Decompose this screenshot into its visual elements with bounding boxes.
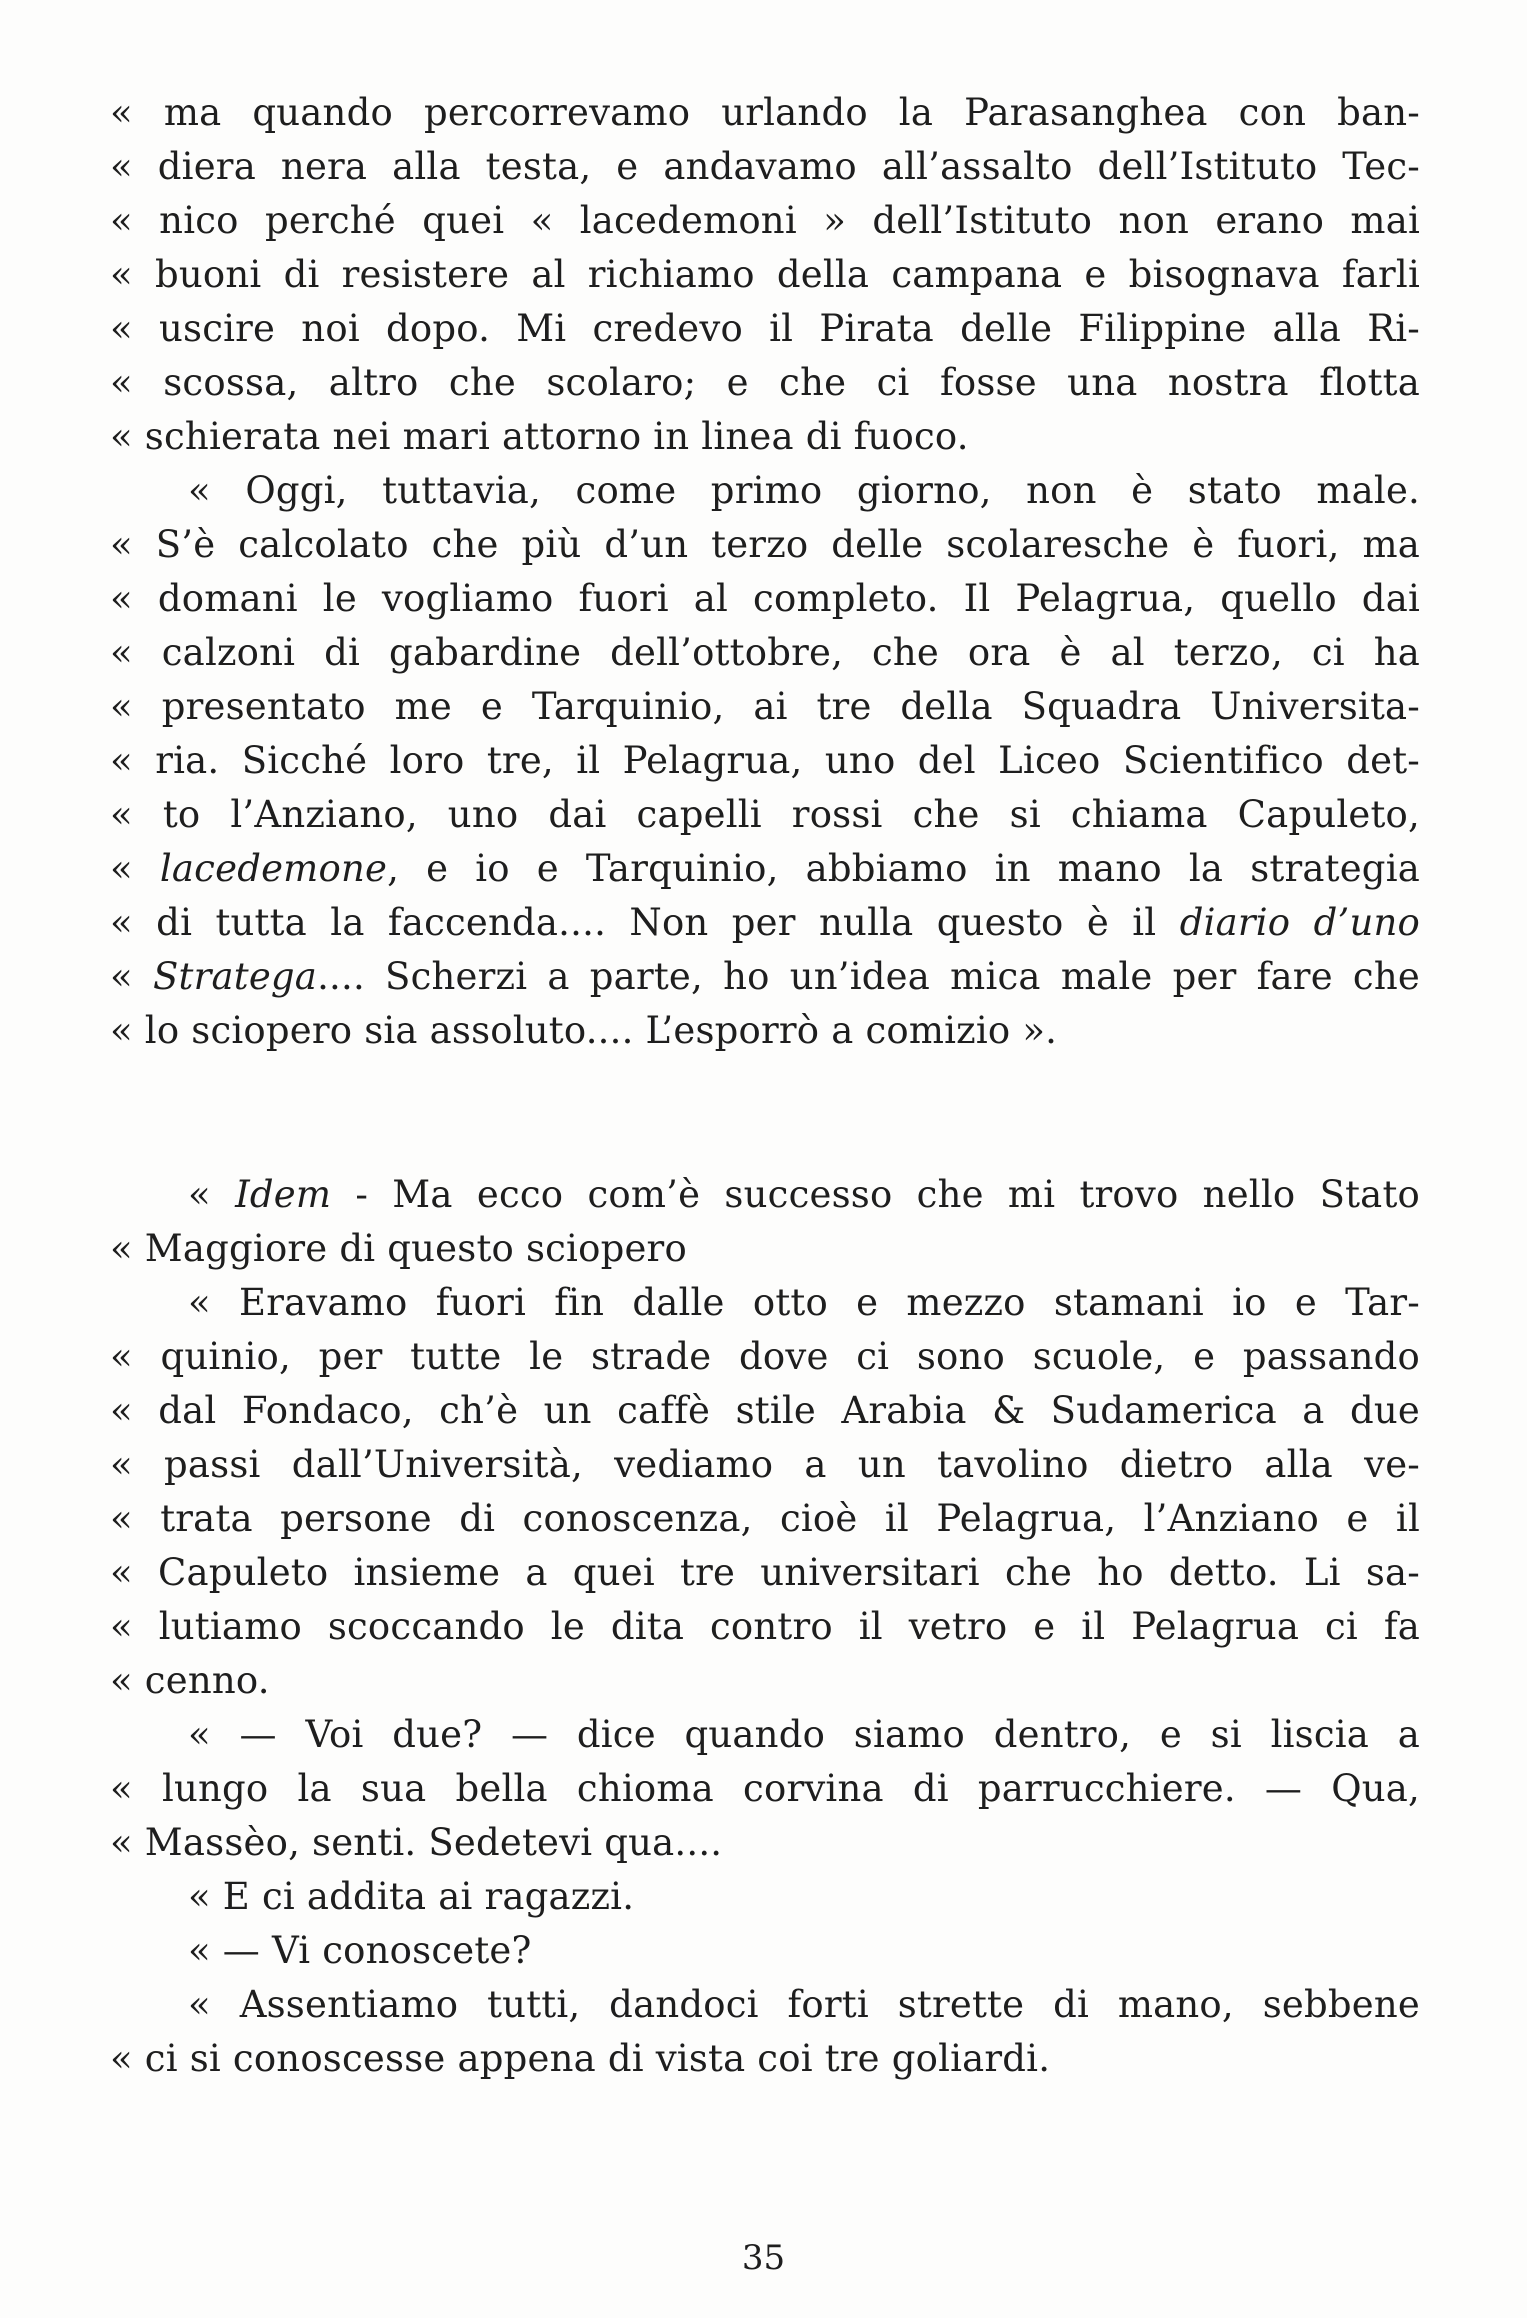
text-line: « E ci addita ai ragazzi. — [188, 1875, 635, 1918]
text-line: « buoni di resistere al richiamo della campana e bisognava farli — [110, 253, 1420, 296]
text-line: « ci si conoscesse appena di vista coi tre goliardi. — [110, 2037, 1051, 2080]
text-line: « passi dall’Università, vediamo a un tavolino dietro alla ve- — [110, 1443, 1420, 1486]
text-line: « di tutta la faccenda.... Non per nulla questo è il diario d’uno — [110, 901, 1420, 944]
italic-text: lacedemone — [159, 847, 388, 890]
text-line: « quinio, per tutte le strade dove ci sono scuole, e passando — [110, 1335, 1420, 1378]
text-line: « uscire noi dopo. Mi credevo il Pirata delle Filippine alla Ri- — [110, 307, 1420, 350]
text-line: « scossa, altro che scolaro; e che ci fosse una nostra flotta — [110, 361, 1420, 404]
text-block-1 — [110, 86, 1420, 1058]
text-line: « dal Fondaco, ch’è un caffè stile Arabia & Sudamerica a due — [110, 1389, 1420, 1432]
text-line: « lacedemone, e io e Tarquinio, abbiamo in mano la strategia — [110, 847, 1420, 890]
italic-text: diario d’uno — [1179, 901, 1420, 944]
italic-text: Stratega — [152, 955, 318, 998]
text-line: « cenno. — [110, 1659, 270, 1702]
text-line: « diera nera alla testa, e andavamo all’assalto dell’Istituto Tec- — [110, 145, 1420, 188]
text-line: « lutiamo scoccando le dita contro il vetro e il Pelagrua ci fa — [110, 1605, 1420, 1648]
text-line: « trata persone di conoscenza, cioè il Pelagrua, l’Anziano e il — [110, 1497, 1420, 1540]
text-line: « S’è calcolato che più d’un terzo delle scolaresche è fuori, ma — [110, 523, 1420, 566]
text-line: « — Vi conoscete? — [188, 1929, 532, 1972]
text-line: « ma quando percorrevamo urlando la Parasanghea con ban- — [110, 91, 1420, 134]
text-block-2 — [110, 1168, 1420, 2086]
page-number: 35 — [741, 2238, 786, 2278]
text-line: « Capuleto insieme a quei tre universitari che ho detto. Li sa- — [110, 1551, 1420, 1594]
italic-text: Idem — [235, 1173, 332, 1216]
text-line: « schierata nei mari attorno in linea di fuoco. — [110, 415, 969, 458]
text-line: « domani le vogliamo fuori al completo. Il Pelagrua, quello dai — [110, 577, 1420, 620]
text-line: « Stratega.... Scherzi a parte, ho un’idea mica male per fare che — [110, 955, 1420, 998]
text-line: « Eravamo fuori fin dalle otto e mezzo stamani io e Tar- — [188, 1281, 1420, 1324]
text-line: « lungo la sua bella chioma corvina di parrucchiere. — Qua, — [110, 1767, 1420, 1810]
text-line: « calzoni di gabardine dell’ottobre, che ora è al terzo, ci ha — [110, 631, 1420, 674]
text-line: « Massèo, senti. Sedetevi qua.... — [110, 1821, 723, 1864]
text-line: « presentato me e Tarquinio, ai tre della Squadra Universita- — [110, 685, 1420, 728]
text-line: « Oggi, tuttavia, come primo giorno, non è stato male. — [188, 469, 1420, 512]
text-line: « ria. Sicché loro tre, il Pelagrua, uno del Liceo Scientifico det- — [110, 739, 1420, 782]
text-line: « to l’Anziano, uno dai capelli rossi che si chiama Capuleto, — [110, 793, 1420, 836]
text-line: « — Voi due? — dice quando siamo dentro, e si liscia a — [188, 1713, 1420, 1756]
text-line: « lo sciopero sia assoluto.... L’esporrò a comizio ». — [110, 1009, 1058, 1052]
text-line: « nico perché quei « lacedemoni » dell’Istituto non erano mai — [110, 199, 1420, 242]
text-line: « Maggiore di questo sciopero — [110, 1227, 687, 1270]
text-line: « Assentiamo tutti, dandoci forti strette di mano, sebbene — [188, 1983, 1420, 2026]
text-line: « Idem - Ma ecco com’è successo che mi trovo nello Stato — [188, 1173, 1420, 1216]
